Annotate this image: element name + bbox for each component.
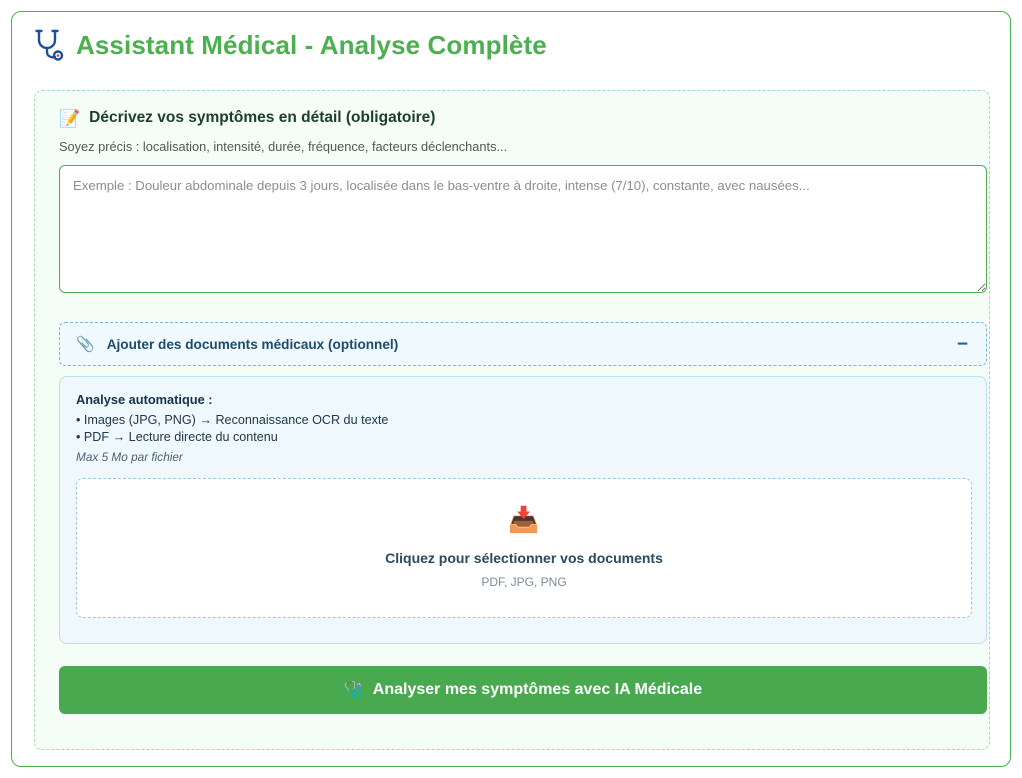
- symptoms-heading-label: Décrivez vos symptômes en détail (obligatoire): [89, 109, 436, 126]
- stethoscope-emoji-icon: 🩺: [343, 682, 364, 699]
- file-dropzone[interactable]: [76, 478, 972, 618]
- analyze-symptoms-button[interactable]: [59, 666, 987, 714]
- paperclip-icon: 📎: [76, 336, 95, 353]
- max-file-size-note: Max 5 Mo par fichier: [76, 450, 183, 464]
- auto-analysis-line-pdf: • PDF → Lecture directe du contenu: [76, 430, 278, 444]
- symptoms-section-heading: [59, 109, 969, 127]
- app-header: [12, 12, 1010, 70]
- auto-analysis-line-images: • Images (JPG, PNG) → Reconnaissance OCR du texte: [76, 413, 389, 427]
- inbox-tray-icon: 📥: [508, 505, 540, 534]
- symptoms-textarea[interactable]: [59, 165, 987, 293]
- analyze-button-label: Analyser mes symptômes avec IA Médicale: [372, 681, 703, 698]
- auto-analysis-title: Analyse automatique :: [76, 392, 213, 407]
- analysis-form-card: [34, 90, 990, 750]
- dropzone-formats-label: PDF, JPG, PNG: [481, 574, 567, 589]
- dropzone-main-label: Cliquez pour sélectionner vos documents: [385, 549, 663, 566]
- page-title: Assistant Médical - Analyse Complète: [76, 29, 547, 60]
- collapse-toggle-icon[interactable]: −: [956, 333, 968, 355]
- assistant-medical-window: [11, 11, 1011, 767]
- documents-accordion-header[interactable]: [59, 322, 987, 366]
- memo-icon: 📝: [59, 108, 81, 128]
- stethoscope-icon: [34, 28, 64, 62]
- symptoms-hint: Soyez précis : localisation, intensité, durée, fréquence, facteurs déclenchants...: [59, 139, 508, 154]
- documents-accordion-label: Ajouter des documents médicaux (optionnel): [106, 336, 399, 352]
- documents-panel: [59, 376, 987, 644]
